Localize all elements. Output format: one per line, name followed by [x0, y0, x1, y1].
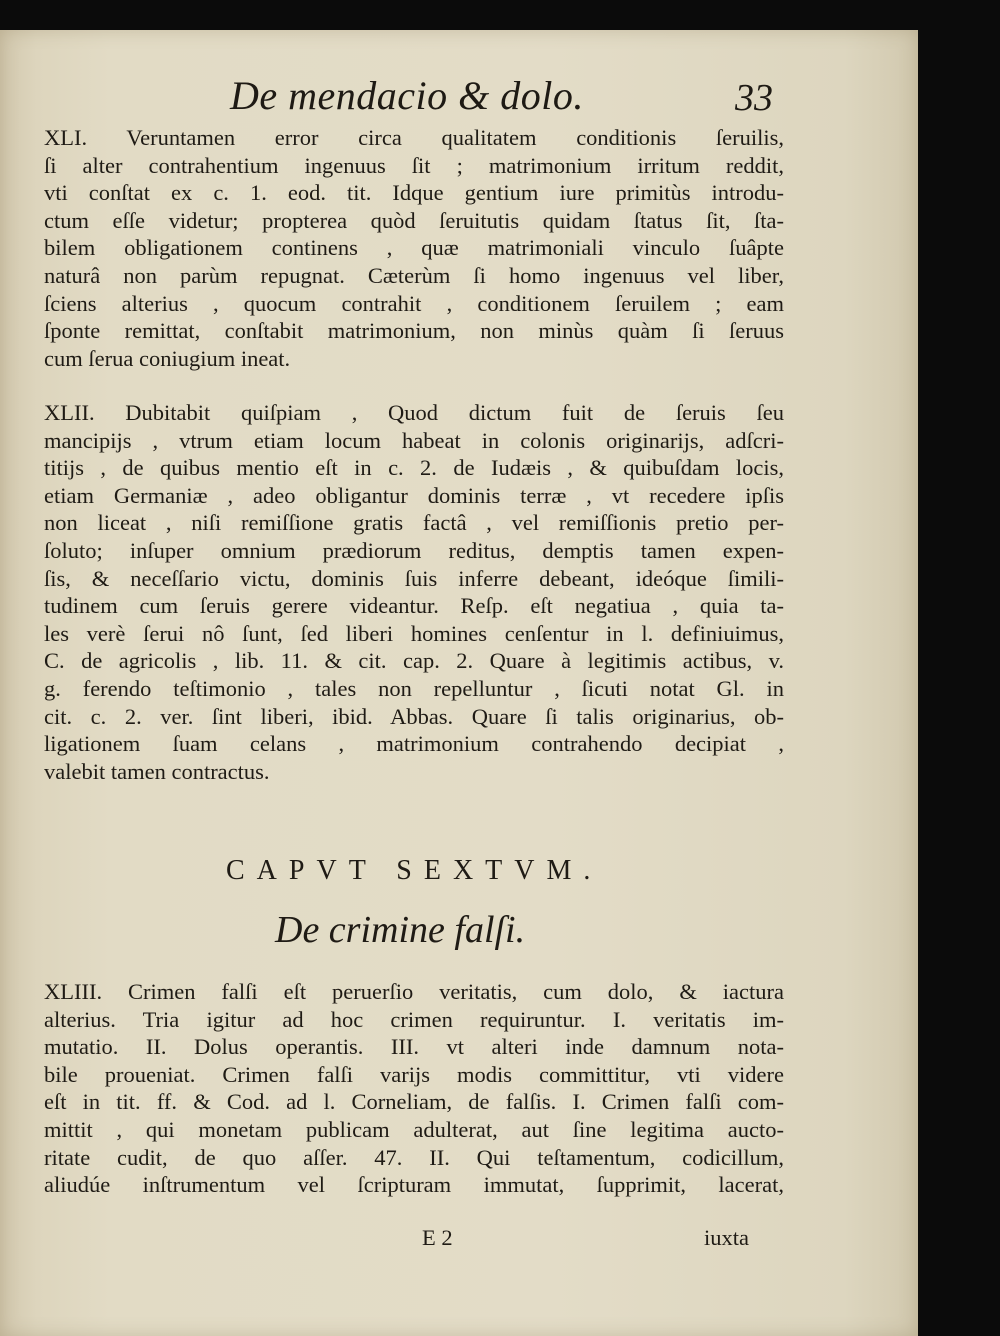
text-line: vti conſtat ex c. 1. eod. tit. Idque gentium iure primitùs introdu- [44, 180, 784, 206]
text-line: ſponte remittat, conſtabit matrimonium, non minùs quàm ſi ſeruus [44, 318, 784, 344]
paragraph-xliii [44, 978, 784, 1199]
text-line: ſciens alterius , quocum contrahit , conditionem ſeruilem ; eam [44, 290, 784, 316]
text-line: aliudúe inſtrumentum vel ſcripturam immutat, ſupprimit, lacerat, [44, 1172, 784, 1198]
text-line: bilem obligationem continens , quæ matrimoniali vinculo ſuâpte [44, 235, 784, 261]
text-line: ligationem ſuam celans , matrimonium contrahendo decipiat , [44, 731, 784, 757]
page-footer [0, 1225, 918, 1261]
text-line: XLI. Veruntamen error circa qualitatem conditionis ſeruilis, [44, 125, 784, 150]
text-line: valebit tamen contractus. [44, 758, 270, 784]
text-line: g. ferendo teſtimonio , tales non repelluntur , ſicuti notat Gl. in [44, 675, 784, 701]
signature-mark: E 2 [422, 1225, 453, 1250]
paragraph-xli [44, 124, 784, 372]
text-line: ritate cudit, de quo aſſer. 47. II. Qui teſtamentum, codicillum, [44, 1144, 784, 1170]
text-line: XLII. Dubitabit quiſpiam , Quod dictum fuit de ſeruis ſeu [44, 400, 784, 425]
running-title: De mendacio & dolo. [230, 73, 584, 118]
paragraph-xlii [44, 399, 784, 785]
text-line: ſis, & neceſſario victu, dominis ſuis inferre debeant, ideóque ſimili- [44, 565, 784, 591]
text-line: les verè ſerui nô ſunt, ſed liberi homines cenſentur in l. definiuimus, [44, 620, 784, 646]
text-line: etiam Germaniæ , adeo obligantur dominis terræ , vt recedere ipſis [44, 482, 784, 508]
text-line: mittit , qui monetam publicam adulterat, aut ſine legitima aucto- [44, 1116, 784, 1142]
text-line: titijs , de quibus mentio eſt in c. 2. de Iudæis , & quibuſdam locis, [44, 455, 784, 481]
text-line: cit. c. 2. ver. ſint liberi, ibid. Abbas. Quare ſi talis originarius, ob- [44, 703, 784, 729]
chapter-heading: CAPVT SEXTVM. [226, 855, 603, 886]
catchword: iuxta [704, 1225, 749, 1250]
text-line: eſt in tit. ff. & Cod. ad l. Corneliam, de falſis. I. Crimen falſi com- [44, 1089, 784, 1115]
chapter-subtitle: De crimine falſi. [275, 909, 526, 951]
page-number: 33 [735, 77, 773, 119]
text-line: mutatio. II. Dolus operantis. III. vt alteri inde damnum nota- [44, 1034, 784, 1060]
book-page [0, 30, 918, 1336]
text-line: ſoluto; inſuper omnium prædiorum reditus, demptis tamen expen- [44, 537, 784, 563]
text-line: naturâ non parùm repugnat. Cæterùm ſi homo ingenuus vel liber, [44, 262, 784, 288]
text-line: XLIII. Crimen falſi eſt peruerſio veritatis, cum dolo, & iactura [44, 979, 784, 1004]
text-line: non liceat , niſi remiſſione gratis factâ , vel remiſſionis pretio per- [44, 510, 784, 536]
text-line: ſi alter contrahentium ingenuus ſit ; matrimonium irritum reddit, [44, 152, 784, 178]
text-line: ctum eſſe videtur; propterea quòd ſeruitutis quidam ſtatus ſit, ſta- [44, 207, 784, 233]
text-line: C. de agricolis , lib. 11. & cit. cap. 2. Quare à legitimis actibus, v. [44, 648, 784, 674]
page-header [230, 72, 790, 122]
text-line: alterius. Tria igitur ad hoc crimen requiruntur. I. veritatis im- [44, 1006, 784, 1032]
text-line: tudinem cum ſeruis gerere videantur. Reſp. eſt negatiua , quia ta- [44, 593, 784, 619]
text-line: bile proueniat. Crimen falſi varijs modis committitur, vti videre [44, 1061, 784, 1087]
text-line: cum ſerua coniugium ineat. [44, 345, 291, 371]
text-line: mancipijs , vtrum etiam locum habeat in colonis originarijs, adſcri- [44, 427, 784, 453]
